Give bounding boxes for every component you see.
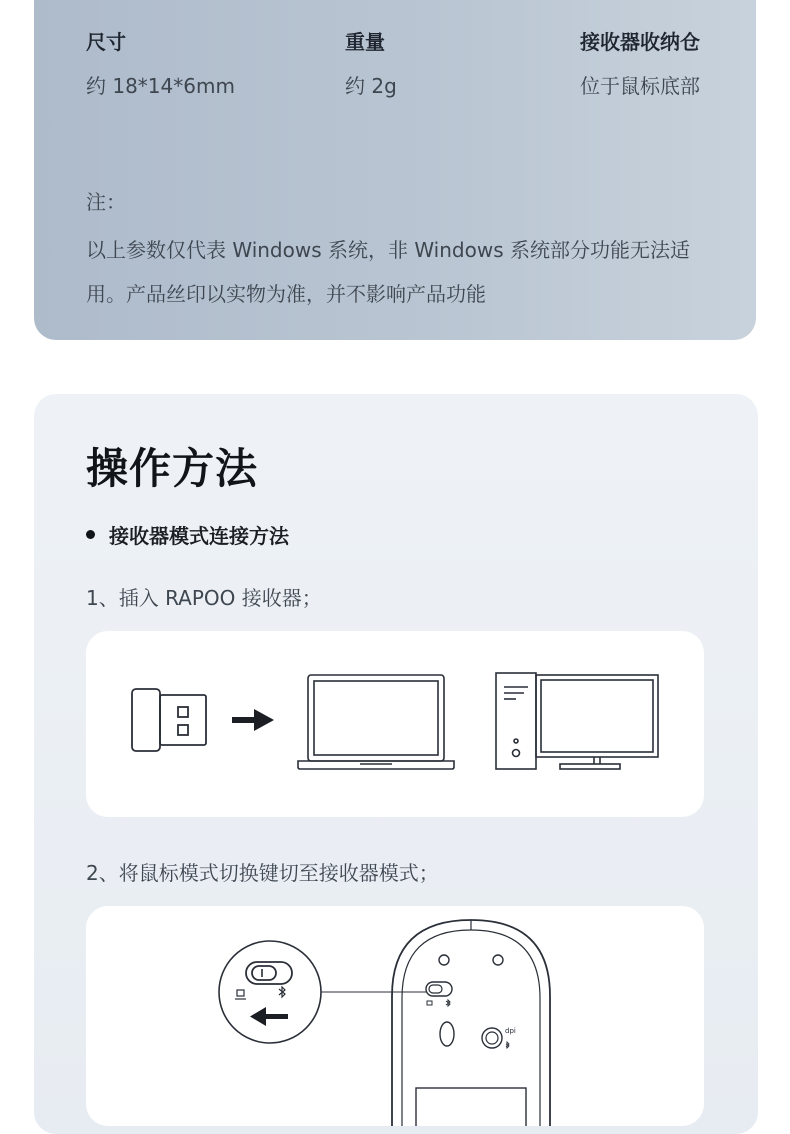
spec-value-size: 约 18*14*6mm	[86, 74, 235, 98]
spec-value-weight: 约 2g	[345, 74, 397, 98]
bullet-dot	[86, 530, 95, 539]
step-2-text: 2、将鼠标模式切换键切至接收器模式；	[86, 861, 439, 885]
spec-label-size: 尺寸	[86, 30, 126, 54]
bullet-receiver-mode	[86, 520, 289, 549]
bullet-text: 接收器模式连接方法	[109, 524, 289, 548]
note-body: 以上参数仅代表 Windows 系统，非 Windows 系统部分功能无法适用。产品丝印以实物为准，并不影响产品功能	[86, 238, 690, 306]
usage-title: 操作方法	[86, 444, 259, 493]
desktop-tower-icon	[496, 673, 536, 769]
spec-label-storage: 接收器收纳仓	[580, 30, 700, 54]
step-1-text: 1、插入 RAPOO 接收器；	[86, 586, 322, 610]
step-2-illustration	[86, 906, 704, 1126]
switch-detail-icon	[219, 941, 321, 1043]
spec-value-storage: 位于鼠标底部	[580, 74, 700, 98]
dpi-label: dpi	[505, 1027, 516, 1035]
laptop-icon	[298, 675, 454, 769]
arrow-right-icon	[232, 709, 274, 731]
step-1-illustration	[86, 631, 704, 817]
note-title: 注：	[86, 190, 126, 214]
usb-receiver-icon	[132, 689, 206, 751]
monitor-icon	[536, 675, 658, 769]
spec-label-weight: 重量	[345, 30, 385, 54]
mouse-bottom-icon	[392, 920, 550, 1126]
